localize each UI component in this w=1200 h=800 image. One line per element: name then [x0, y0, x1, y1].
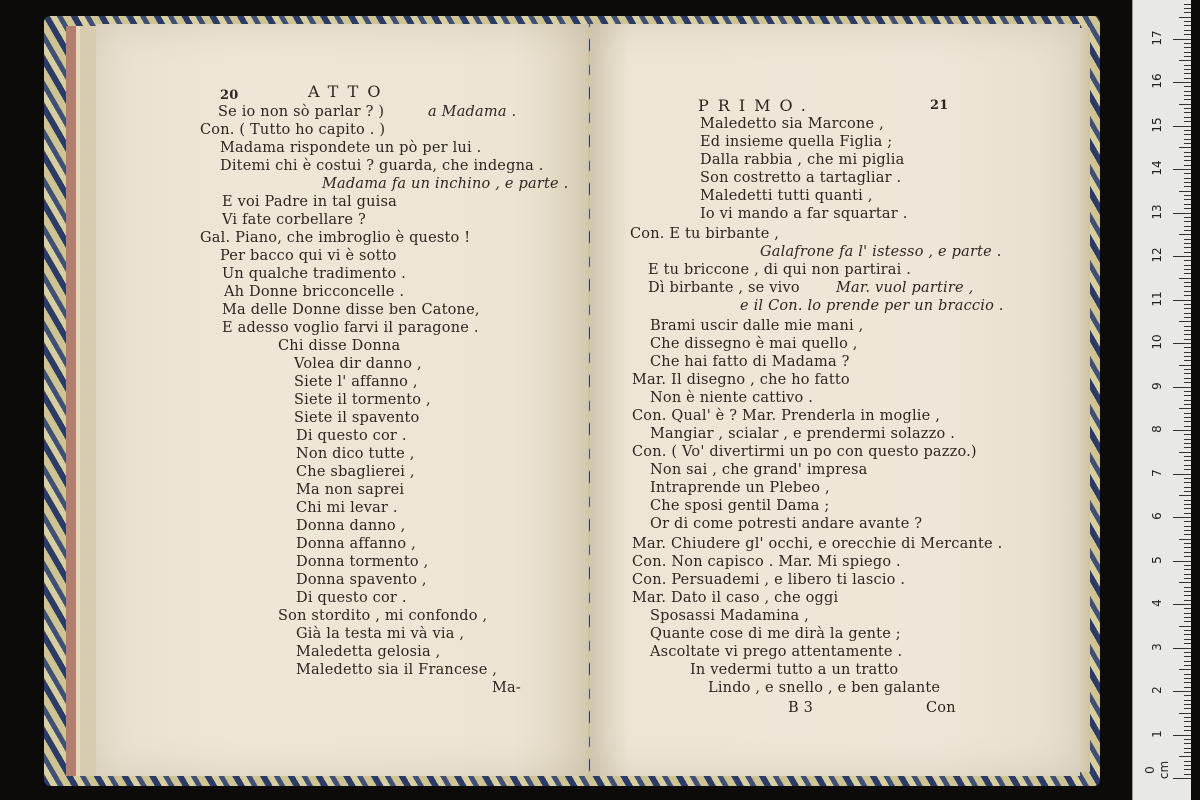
ruler-tick: [1184, 108, 1191, 109]
ruler-tick: [1184, 252, 1191, 253]
ruler-tick: [1184, 526, 1191, 527]
text-line: Siete l' affanno ,: [294, 374, 418, 390]
text-line: Son stordito , mi confondo ,: [278, 608, 488, 624]
ruler-tick: [1179, 234, 1191, 235]
ruler-tick: [1184, 717, 1191, 718]
ruler-tick: [1184, 460, 1191, 461]
text-line: Ascoltate vi prego attentamente .: [650, 644, 903, 660]
ruler-tick: [1179, 191, 1191, 192]
text-line: Chi mi levar .: [296, 500, 398, 516]
ruler-tick: [1179, 365, 1191, 366]
text-line: Sposassi Madamina ,: [650, 608, 809, 624]
ruler-tick: [1184, 400, 1191, 401]
ruler-tick: [1173, 213, 1191, 214]
ruler-tick: [1184, 247, 1191, 248]
ruler-tick: [1179, 669, 1191, 670]
ruler-number: 0 cm: [1143, 760, 1171, 780]
text-line: Vi fate corbellare ?: [222, 212, 366, 228]
ruler-tick: [1179, 539, 1191, 540]
ruler-tick: [1184, 465, 1191, 466]
text-line: E tu briccone , di qui non partirai .: [648, 262, 912, 278]
ruler-tick: [1184, 313, 1191, 314]
stage-direction: Madama fa un inchino , e parte .: [322, 176, 569, 192]
ruler-tick: [1184, 739, 1191, 740]
ruler-tick: [1184, 143, 1191, 144]
ruler-tick: [1173, 169, 1191, 170]
ruler-tick: [1184, 730, 1191, 731]
ruler-tick: [1184, 543, 1191, 544]
ruler-tick: [1184, 156, 1191, 157]
ruler-tick: [1173, 691, 1191, 692]
ruler-tick: [1184, 417, 1191, 418]
ruler-tick: [1184, 78, 1191, 79]
signature-mark: B 3: [788, 700, 814, 716]
ruler-tick: [1184, 413, 1191, 414]
ruler-tick: [1184, 617, 1191, 618]
ruler-tick: [1184, 347, 1191, 348]
text-line: Che dissegno è mai quello ,: [650, 336, 858, 352]
ruler-tick: [1184, 534, 1191, 535]
ruler-tick: [1184, 304, 1191, 305]
ruler-tick: [1184, 221, 1191, 222]
ruler-tick: [1173, 300, 1191, 301]
running-head-right: PRIMO.: [698, 96, 815, 115]
ruler-tick: [1184, 447, 1191, 448]
ruler-tick: [1184, 621, 1191, 622]
ruler-tick: [1179, 321, 1191, 322]
ruler-tick: [1184, 443, 1191, 444]
ruler-number: 11: [1150, 290, 1164, 307]
ruler-number: 17: [1150, 29, 1164, 46]
ruler-tick: [1184, 21, 1191, 22]
ruler-tick: [1184, 743, 1191, 744]
text-line: Di questo cor .: [296, 590, 407, 606]
ruler-tick: [1179, 495, 1191, 496]
ruler-tick: [1184, 273, 1191, 274]
text-line: Dì birbante , se vivo: [648, 280, 800, 296]
text-line: Chi disse Donna: [278, 338, 401, 354]
text-line: Con. Qual' è ? Mar. Prenderla in moglie ,: [632, 408, 941, 424]
ruler-tick: [1179, 626, 1191, 627]
ruler-number: 1: [1150, 729, 1164, 738]
ruler-tick: [1184, 752, 1191, 753]
ruler-tick: [1184, 356, 1191, 357]
ruler-tick: [1184, 47, 1191, 48]
ruler-tick: [1184, 243, 1191, 244]
text-line: Ditemi chi è costui ? guarda, che indegna .: [220, 158, 544, 174]
text-line: Son costretto a tartagliar .: [700, 170, 902, 186]
ruler-tick: [1184, 178, 1191, 179]
ruler-tick: [1184, 186, 1191, 187]
ruler-tick: [1184, 761, 1191, 762]
ruler-number: 7: [1150, 468, 1164, 477]
ruler-tick: [1184, 426, 1191, 427]
text-line: Che sbaglierei ,: [296, 464, 415, 480]
ruler-tick: [1184, 182, 1191, 183]
ruler-tick: [1184, 378, 1191, 379]
ruler-tick: [1184, 330, 1191, 331]
ruler-tick: [1184, 774, 1191, 775]
ruler-tick: [1184, 95, 1191, 96]
ruler-tick: [1179, 408, 1191, 409]
text-line: Dalla rabbia , che mi piglia: [700, 152, 905, 168]
ruler-tick: [1184, 395, 1191, 396]
page-number-right: 21: [930, 98, 949, 113]
ruler-tick: [1184, 199, 1191, 200]
ruler-tick: [1184, 574, 1191, 575]
ruler-tick: [1184, 360, 1191, 361]
ruler-tick: [1184, 504, 1191, 505]
ruler-tick: [1184, 487, 1191, 488]
ruler-tick: [1184, 173, 1191, 174]
stage-direction: e il Con. lo prende per un braccio .: [740, 298, 1004, 314]
text-line: Siete il tormento ,: [294, 392, 431, 408]
ruler-tick: [1184, 765, 1191, 766]
ruler-tick: [1184, 382, 1191, 383]
ruler-tick: [1184, 121, 1191, 122]
ruler-tick: [1184, 239, 1191, 240]
ruler-tick: [1184, 500, 1191, 501]
ruler-tick: [1184, 591, 1191, 592]
ruler-tick: [1184, 587, 1191, 588]
ruler-tick: [1184, 352, 1191, 353]
text-line: Ed insieme quella Figlia ;: [700, 134, 893, 150]
ruler-tick: [1184, 726, 1191, 727]
ruler-tick: [1184, 404, 1191, 405]
ruler-tick: [1184, 369, 1191, 370]
ruler-tick: [1184, 434, 1191, 435]
text-line: Mar. Dato il caso , che oggi: [632, 590, 839, 606]
ruler-number: 10: [1150, 334, 1164, 350]
ruler-number: 16: [1150, 73, 1164, 89]
ruler-tick: [1179, 60, 1191, 61]
ruler-tick: [1184, 682, 1191, 683]
ruler-tick: [1184, 656, 1191, 657]
ruler-tick: [1184, 8, 1191, 9]
text-line: Che hai fatto di Madama ?: [650, 354, 850, 370]
text-line: Lindo , e snello , e ben galante: [708, 680, 941, 696]
ruler-tick: [1184, 491, 1191, 492]
catchword-left: Ma-: [492, 680, 521, 696]
stage-direction: Galafrone fa l' istesso , e parte .: [760, 244, 1002, 260]
ruler-tick: [1184, 600, 1191, 601]
ruler-tick: [1179, 756, 1191, 757]
ruler-tick: [1184, 608, 1191, 609]
ruler-tick: [1179, 147, 1191, 148]
text-line: Gal. Piano, che imbroglio è questo !: [200, 230, 471, 246]
text-line: Ma delle Donne disse ben Catone,: [222, 302, 480, 318]
ruler-tick: [1184, 469, 1191, 470]
ruler-tick: [1184, 695, 1191, 696]
ruler-tick: [1179, 278, 1191, 279]
ruler-tick: [1184, 25, 1191, 26]
measuring-ruler: [1132, 0, 1191, 800]
ruler-tick: [1184, 30, 1191, 31]
page-number-left: 20: [220, 88, 239, 103]
ruler-number: 4: [1150, 599, 1164, 607]
ruler-tick: [1184, 12, 1191, 13]
ruler-tick: [1173, 39, 1191, 40]
text-line: Maledetti tutti quanti ,: [700, 188, 873, 204]
ruler-tick: [1184, 708, 1191, 709]
ruler-tick: [1173, 561, 1191, 562]
text-line: Con. Non capisco . Mar. Mi spiego .: [632, 554, 901, 570]
ruler-tick: [1184, 112, 1191, 113]
ruler-tick: [1184, 373, 1191, 374]
ruler-tick: [1184, 339, 1191, 340]
ruler-tick: [1184, 286, 1191, 287]
ruler-tick: [1173, 648, 1191, 649]
text-line: Che sposi gentil Dama ;: [650, 498, 830, 514]
text-line: Di questo cor .: [296, 428, 407, 444]
stage-direction: a Madama .: [428, 104, 517, 120]
ruler-tick: [1184, 295, 1191, 296]
text-line: Madama rispondete un pò per lui .: [220, 140, 482, 156]
running-head-left: ATTO: [308, 82, 390, 101]
ruler-tick: [1173, 604, 1191, 605]
ruler-tick: [1184, 99, 1191, 100]
ruler-tick: [1184, 4, 1191, 5]
ruler-tick: [1184, 687, 1191, 688]
ruler-tick: [1179, 713, 1191, 714]
ruler-tick: [1184, 565, 1191, 566]
ruler-tick: [1184, 721, 1191, 722]
ruler-tick: [1173, 387, 1191, 388]
text-line: Mar. Il disegno , che ho fatto: [632, 372, 850, 388]
ruler-tick: [1184, 73, 1191, 74]
ruler-tick: [1184, 530, 1191, 531]
ruler-tick: [1184, 317, 1191, 318]
text-line: In vedermi tutto a un tratto: [690, 662, 899, 678]
ruler-tick: [1184, 439, 1191, 440]
text-line: Ma non saprei: [296, 482, 405, 498]
text-line: Con. Persuademi , e libero ti lascio .: [632, 572, 906, 588]
ruler-tick: [1184, 678, 1191, 679]
text-line: Con. ( Tutto ho capito . ): [200, 122, 386, 138]
ruler-tick: [1184, 226, 1191, 227]
ruler-tick: [1184, 165, 1191, 166]
ruler-tick: [1173, 474, 1191, 475]
ruler-tick: [1184, 282, 1191, 283]
ruler-tick: [1184, 56, 1191, 57]
ruler-tick: [1173, 430, 1191, 431]
text-line: Maledetto sia il Francese ,: [296, 662, 498, 678]
ruler-tick: [1173, 735, 1191, 736]
text-line: Maledetto sia Marcone ,: [700, 116, 884, 132]
ruler-number: 14: [1150, 160, 1164, 176]
ruler-tick: [1184, 595, 1191, 596]
ruler-tick: [1184, 130, 1191, 131]
ruler-tick: [1184, 34, 1191, 35]
ruler-tick: [1184, 117, 1191, 118]
page-edges-left: [66, 26, 96, 776]
text-line: Donna tormento ,: [296, 554, 429, 570]
ruler-tick: [1184, 308, 1191, 309]
text-line: Un qualche tradimento .: [222, 266, 407, 282]
text-line: Se io non sò parlar ? ): [218, 104, 385, 120]
ruler-tick: [1179, 582, 1191, 583]
ruler-number: 12: [1150, 247, 1164, 263]
ruler-tick: [1184, 391, 1191, 392]
ruler-tick: [1184, 521, 1191, 522]
ruler-tick: [1184, 661, 1191, 662]
ruler-tick: [1173, 343, 1191, 344]
ruler-tick: [1184, 569, 1191, 570]
text-line: Donna affanno ,: [296, 536, 416, 552]
ruler-tick: [1184, 208, 1191, 209]
text-line: Maledetta gelosia ,: [296, 644, 441, 660]
ruler-tick: [1184, 91, 1191, 92]
ruler-tick: [1173, 82, 1191, 83]
ruler-tick: [1179, 452, 1191, 453]
ruler-tick: [1184, 195, 1191, 196]
text-line: Per bacco qui vi è sotto: [220, 248, 397, 264]
ruler-tick: [1184, 556, 1191, 557]
ruler-number: 6: [1150, 512, 1164, 520]
ruler-tick: [1184, 269, 1191, 270]
ruler-tick: [1184, 513, 1191, 514]
ruler-tick: [1184, 86, 1191, 87]
text-line: Donna danno ,: [296, 518, 406, 534]
ruler-tick: [1184, 52, 1191, 53]
text-line: Siete il spavento: [294, 410, 420, 426]
ruler-tick: [1184, 139, 1191, 140]
text-line: Con. ( Vo' divertirmi un po con questo pazzo.): [632, 444, 977, 460]
ruler-tick: [1184, 652, 1191, 653]
ruler-tick: [1179, 17, 1191, 18]
ruler-tick: [1184, 634, 1191, 635]
ruler-tick: [1184, 260, 1191, 261]
ruler-tick: [1184, 665, 1191, 666]
text-line: Non è niente cattivo .: [650, 390, 814, 406]
ruler-tick: [1184, 43, 1191, 44]
text-line: Or di come potresti andare avante ?: [650, 516, 923, 532]
ruler-number: 13: [1150, 203, 1164, 220]
ruler-tick: [1184, 482, 1191, 483]
ruler-number: 9: [1150, 381, 1164, 390]
text-line: Ah Donne bricconcelle .: [224, 284, 405, 300]
ruler-tick: [1184, 639, 1191, 640]
ruler-number: 3: [1150, 642, 1164, 651]
ruler-tick: [1184, 69, 1191, 70]
text-line: Io vi mando a far squartar .: [700, 206, 908, 222]
ruler-tick: [1184, 230, 1191, 231]
ruler-tick: [1184, 334, 1191, 335]
ruler-tick: [1184, 160, 1191, 161]
ruler-tick: [1179, 104, 1191, 105]
text-line: Mar. Chiudere gl' occhi, e orecchie di Mercante .: [632, 536, 1003, 552]
ruler-tick: [1184, 217, 1191, 218]
ruler-number: 8: [1150, 425, 1164, 433]
ruler-tick: [1184, 700, 1191, 701]
catchword-right: Con: [926, 700, 956, 716]
ruler-tick: [1184, 478, 1191, 479]
stage-direction: Mar. vuol partire ,: [836, 280, 974, 296]
text-line: Già la testa mi và via ,: [296, 626, 465, 642]
text-line: Con. E tu birbante ,: [630, 226, 780, 242]
ruler-tick: [1184, 508, 1191, 509]
ruler-tick: [1184, 291, 1191, 292]
ruler-tick: [1184, 748, 1191, 749]
ruler-number: 2: [1150, 686, 1164, 694]
ruler-tick: [1184, 547, 1191, 548]
text-line: Non sai , che grand' impresa: [650, 462, 868, 478]
ruler-tick: [1184, 578, 1191, 579]
ruler-tick: [1184, 204, 1191, 205]
ruler-tick: [1184, 456, 1191, 457]
ruler-tick: [1173, 126, 1191, 127]
text-line: Intraprende un Plebeo ,: [650, 480, 830, 496]
ruler-tick: [1184, 674, 1191, 675]
ruler-tick: [1184, 704, 1191, 705]
ruler-tick: [1184, 134, 1191, 135]
ruler-tick: [1184, 65, 1191, 66]
ruler-tick: [1184, 552, 1191, 553]
ruler-tick: [1173, 778, 1191, 779]
ruler-tick: [1184, 769, 1191, 770]
text-line: Quante cose di me dirà la gente ;: [650, 626, 901, 642]
ruler-tick: [1184, 421, 1191, 422]
text-line: Non dico tutte ,: [296, 446, 415, 462]
text-line: Volea dir danno ,: [294, 356, 422, 372]
ruler-tick: [1173, 256, 1191, 257]
text-line: E adesso voglio farvi il paragone .: [222, 320, 479, 336]
ruler-tick: [1184, 643, 1191, 644]
ruler-tick: [1184, 326, 1191, 327]
text-line: E voi Padre in tal guisa: [222, 194, 397, 210]
ruler-tick: [1173, 517, 1191, 518]
ruler-tick: [1184, 265, 1191, 266]
text-line: Mangiar , scialar , e prendermi solazzo .: [650, 426, 956, 442]
ruler-tick: [1184, 613, 1191, 614]
ruler-number: 15: [1150, 116, 1164, 133]
ruler-number: 5: [1150, 555, 1164, 564]
text-line: Brami uscir dalle mie mani ,: [650, 318, 864, 334]
ruler-tick: [1184, 152, 1191, 153]
ruler-tick: [1184, 630, 1191, 631]
text-line: Donna spavento ,: [296, 572, 427, 588]
